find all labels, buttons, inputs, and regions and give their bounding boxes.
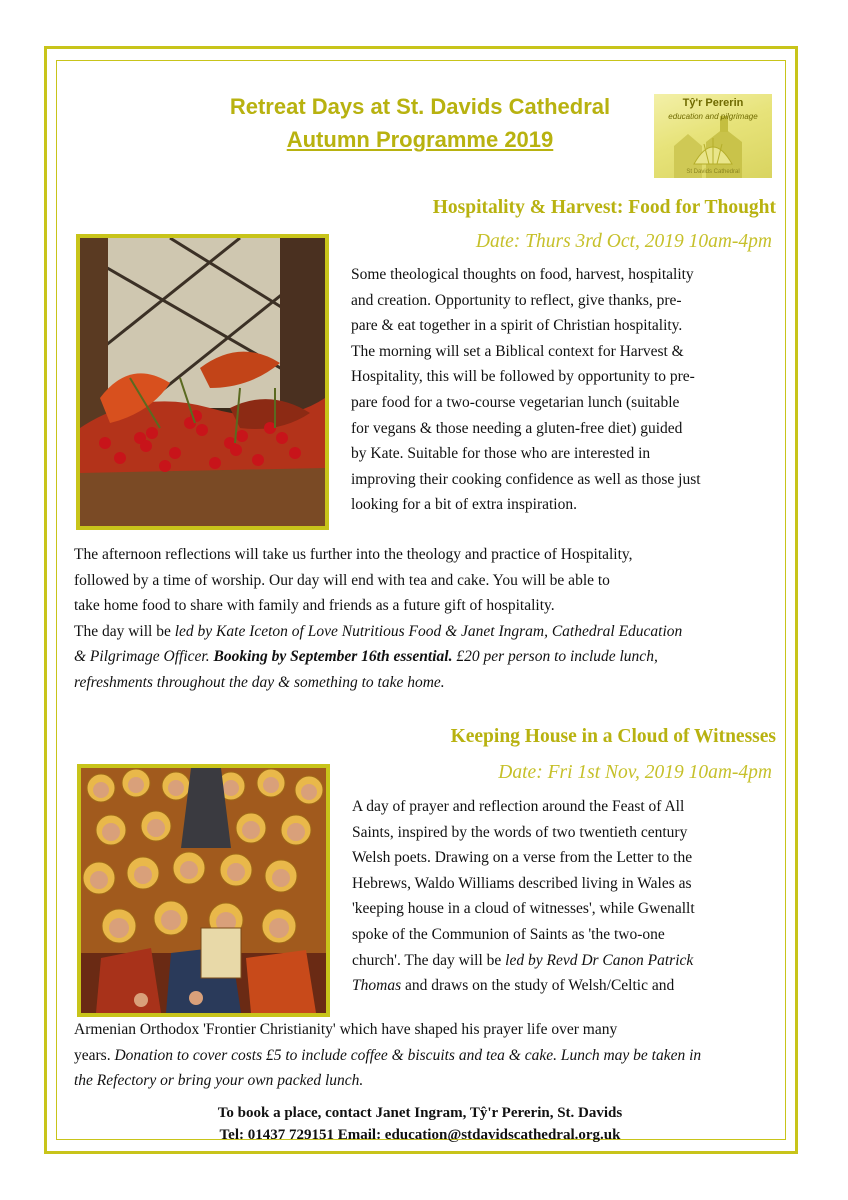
event2-donation-line bbox=[74, 1043, 701, 1069]
event2-details bbox=[74, 1017, 701, 1094]
event1-desc-line: and creation. Opportunity to reflect, give thanks, pre- bbox=[351, 291, 682, 309]
event1-price-cont: refreshments throughout the day & something to take home. bbox=[74, 673, 445, 691]
tyr-pererin-logo bbox=[654, 94, 772, 178]
contact-details: Tel: 01437 729151 Email: education@stdavidscathedral.org.uk bbox=[219, 1127, 621, 1143]
event1-desc-line: by Kate. Suitable for those who are interested in bbox=[351, 445, 651, 463]
event2-description bbox=[352, 794, 695, 999]
event2-desc-line: A day of prayer and reflection around the Feast of All bbox=[352, 798, 685, 815]
event1-full-line: The afternoon reflections will take us further into the theology and practice of Hospitality, bbox=[74, 546, 633, 563]
event2-full-line: Armenian Orthodox 'Frontier Christianity' which have shaped his prayer life over many bbox=[74, 1021, 618, 1038]
rowan-berries-window-icon bbox=[80, 238, 325, 526]
event2-line8-rest: and draws on the study of Welsh/Celtic and bbox=[401, 977, 675, 995]
booking-contact: To book a place, contact Janet Ingram, Tŷ'r Pererin, St. Davids bbox=[217, 1105, 623, 1121]
event2-line7-prefix: church'. The day will be bbox=[352, 951, 506, 969]
event2-full-line2-prefix: years. bbox=[74, 1046, 115, 1064]
event1-booking-line bbox=[74, 644, 682, 670]
event2-led-by-cont: Thomas bbox=[352, 977, 402, 995]
event1-led-prefix: The day will be bbox=[74, 622, 175, 640]
event2-desc-line: Welsh poets. Drawing on a verse from the Letter to the bbox=[352, 849, 693, 867]
event1-full-line: take home food to share with family and friends as a future gift of hospitality. bbox=[74, 597, 555, 615]
event2-desc-line: Saints, inspired by the words of two twentieth century bbox=[352, 823, 688, 841]
event1-booking-deadline: Booking by September 16th essential. bbox=[213, 648, 453, 666]
event1-leader-line bbox=[74, 619, 682, 645]
event1-description bbox=[351, 262, 701, 518]
event1-price-line bbox=[74, 670, 682, 696]
event2-leader-line-cont bbox=[352, 973, 695, 999]
event1-full-line: followed by a time of worship. Our day will end with tea and cake. You will be able to bbox=[74, 571, 610, 589]
event2-leader-line bbox=[352, 948, 695, 974]
event2-led-by: led by Revd Dr Canon Patrick bbox=[505, 951, 694, 969]
event1-desc-line: looking for a bit of extra inspiration. bbox=[351, 496, 577, 514]
saints-icon-photo bbox=[77, 764, 330, 1017]
harvest-photo bbox=[76, 234, 329, 530]
event1-desc-line: pare & eat together in a spirit of Christian hospitality. bbox=[351, 317, 683, 335]
event1-led-by: led by Kate Iceton of Love Nutritious Food & Janet Ingram, Cathedral Education bbox=[174, 622, 683, 640]
event2-lunch: the Refectory or bring your own packed lunch. bbox=[74, 1072, 364, 1090]
page-subtitle: Autumn Programme 2019 bbox=[286, 127, 554, 152]
logo-name: Tŷ'r Pererin bbox=[682, 97, 744, 109]
event1-desc-line: The morning will set a Biblical context for Harvest & bbox=[351, 342, 684, 360]
event1-details bbox=[74, 542, 682, 696]
event1-title: Hospitality & Harvest: Food for Thought bbox=[432, 197, 776, 218]
event1-desc-line: Some theological thoughts on food, harvest, hospitality bbox=[351, 266, 694, 283]
event1-led-by-cont: & Pilgrimage Officer. bbox=[74, 648, 214, 666]
event2-desc-line: Hebrews, Waldo Williams described living in Wales as bbox=[352, 874, 692, 892]
event1-desc-line: for vegans & those needing a gluten-free diet) guided bbox=[351, 419, 683, 437]
event2-desc-line: spoke of the Communion of Saints as 'the two-one bbox=[352, 925, 665, 943]
logo-subtitle: education and pilgrimage bbox=[668, 112, 758, 121]
logo-caption: St Davids Cathedral bbox=[686, 169, 740, 175]
event2-donation: Donation to cover costs £5 to include coffee & biscuits and tea & cake. Lunch may be taken in bbox=[114, 1046, 702, 1064]
saints-icon-painting-icon bbox=[81, 768, 326, 1013]
event2-title: Keeping House in a Cloud of Witnesses bbox=[450, 726, 776, 747]
event1-date: Date: Thurs 3rd Oct, 2019 10am-4pm bbox=[475, 231, 772, 252]
event1-price: £20 per person to include lunch, bbox=[452, 648, 658, 666]
event2-desc-line: 'keeping house in a cloud of witnesses', while Gwenallt bbox=[352, 900, 695, 918]
event2-lunch-line bbox=[74, 1068, 701, 1094]
event1-desc-line: improving their cooking confidence as well as those just bbox=[351, 470, 701, 488]
event1-desc-line: pare food for a two-course vegetarian lunch (suitable bbox=[351, 393, 680, 411]
page-title: Retreat Days at St. Davids Cathedral bbox=[229, 94, 611, 119]
event1-desc-line: Hospitality, this will be followed by opportunity to pre- bbox=[351, 368, 695, 386]
event2-date: Date: Fri 1st Nov, 2019 10am-4pm bbox=[498, 762, 772, 783]
